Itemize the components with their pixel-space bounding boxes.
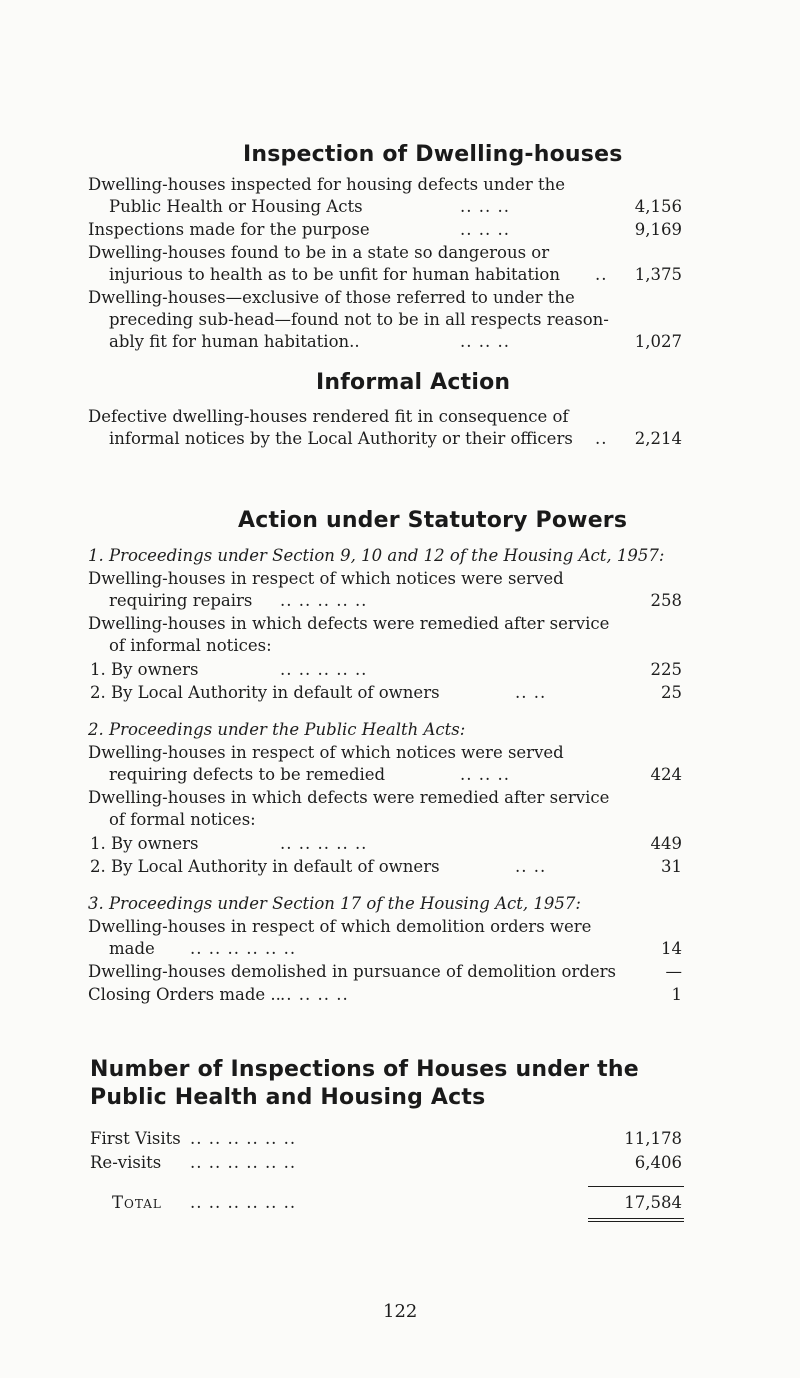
- s1-item2-dots: .. ..: [515, 683, 547, 702]
- page-number: 122: [383, 1301, 418, 1322]
- statutory-section3-heading-text: 3. Proceedings under Section 17 of the Housing Act, 1957:: [88, 894, 581, 913]
- s2-item2-label: 2. By Local Authority in default of owners: [90, 857, 440, 876]
- revisits-dots: .. .. .. .. .. ..: [190, 1153, 297, 1172]
- s2-item2-dots: .. ..: [515, 857, 547, 876]
- revisits-label: Re-visits: [90, 1153, 162, 1172]
- first-visits-label: First Visits: [90, 1129, 181, 1148]
- s1-row1-value: 258: [650, 591, 682, 610]
- first-visits-dots: .. .. .. .. .. ..: [190, 1129, 297, 1148]
- s2-row1-dots: .. .. ..: [460, 765, 510, 784]
- s2-item1-label: 1. By owners: [90, 834, 199, 853]
- s1-item1-value: 225: [650, 660, 682, 679]
- s3-row1-line1: Dwelling-houses in respect of which demolition orders were: [88, 917, 592, 936]
- section-title-statutory: Action under Statutory Powers: [238, 508, 628, 533]
- s3-row2-value: —: [665, 962, 682, 981]
- statutory-section2-heading: [88, 719, 465, 741]
- inspections-count-title-line2: Public Health and Housing Acts: [90, 1085, 486, 1110]
- informal-value: 2,214: [634, 429, 682, 448]
- s3-row1-value: 14: [661, 939, 682, 958]
- statutory-section2-heading-text: 2. Proceedings under the Public Health Acts:: [88, 720, 466, 739]
- inspection-row3-value: 1,375: [634, 265, 682, 284]
- revisits-value: 6,406: [634, 1153, 682, 1172]
- total-value: 17,584: [624, 1193, 682, 1212]
- total-label: Total: [112, 1193, 162, 1212]
- inspection-row3-line1: Dwelling-houses found to be in a state so dangerous or: [88, 243, 550, 262]
- inspection-row1-dots: .. .. ..: [460, 197, 510, 216]
- inspection-row3-line2: injurious to health as to be unfit for human habitation: [109, 265, 560, 284]
- inspection-row4-dots: .. .. ..: [460, 332, 510, 351]
- s1-row2-line2: of informal notices:: [109, 636, 272, 655]
- total-bottom-rule-1: [588, 1218, 684, 1219]
- inspection-row2-line1: Inspections made for the purpose: [88, 220, 370, 239]
- s3-row3-line1: Closing Orders made ..: [88, 985, 281, 1004]
- inspection-row4-line3: ably fit for human habitation..: [109, 332, 360, 351]
- inspection-row2-dots: .. .. ..: [460, 220, 510, 239]
- total-dots: .. .. .. .. .. ..: [190, 1193, 297, 1212]
- inspection-row4-line1: Dwelling-houses—exclusive of those referred to under the: [88, 288, 575, 307]
- informal-line2: informal notices by the Local Authority or their officers: [109, 429, 573, 448]
- informal-line1: Defective dwelling-houses rendered fit in consequence of: [88, 407, 569, 426]
- s1-row2-line1: Dwelling-houses in which defects were remedied after service: [88, 614, 610, 633]
- total-bottom-rule-2: [588, 1221, 684, 1222]
- s1-item1-dots: .. .. .. .. ..: [280, 660, 368, 679]
- inspection-row4-value: 1,027: [634, 332, 682, 351]
- inspection-row1-line2: Public Health or Housing Acts: [109, 197, 363, 216]
- s1-row1-line1: Dwelling-houses in respect of which notices were served: [88, 569, 564, 588]
- section-title-informal: Informal Action: [316, 370, 511, 395]
- s2-row1-line1: Dwelling-houses in respect of which notices were served: [88, 743, 564, 762]
- s3-row2-line1: Dwelling-houses demolished in pursuance of demolition orders: [88, 962, 616, 981]
- first-visits-value: 11,178: [624, 1129, 682, 1148]
- inspection-row3-dots: ..: [595, 265, 608, 284]
- s1-row1-line2: requiring repairs: [109, 591, 253, 610]
- s1-item2-label: 2. By Local Authority in default of owners: [90, 683, 440, 702]
- s1-item2-value: 25: [661, 683, 682, 702]
- s1-row1-dots: .. .. .. .. ..: [280, 591, 368, 610]
- statutory-section1-heading: [88, 545, 664, 567]
- total-top-rule: [588, 1186, 684, 1187]
- inspection-row1-value: 4,156: [634, 197, 682, 216]
- inspection-row1-line1: Dwelling-houses inspected for housing defects under the: [88, 175, 566, 194]
- s2-item1-dots: .. .. .. .. ..: [280, 834, 368, 853]
- s2-row2-line2: of formal notices:: [109, 810, 256, 829]
- s2-item2-value: 31: [661, 857, 682, 876]
- inspections-count-title-line1: Number of Inspections of Houses under the: [90, 1057, 639, 1082]
- s3-row3-dots: .. .. .. ..: [280, 985, 349, 1004]
- section-title-inspections-count: [90, 1056, 639, 1112]
- section-title-inspection: Inspection of Dwelling-houses: [243, 142, 623, 167]
- s3-row3-value: 1: [671, 985, 682, 1004]
- s2-item1-value: 449: [650, 834, 682, 853]
- s2-row2-line1: Dwelling-houses in which defects were remedied after service: [88, 788, 610, 807]
- informal-dots: ..: [595, 429, 608, 448]
- s3-row1-line2: made: [109, 939, 155, 958]
- s2-row1-line2: requiring defects to be remedied: [109, 765, 386, 784]
- s3-row1-dots: .. .. .. .. .. ..: [190, 939, 297, 958]
- s2-row1-value: 424: [650, 765, 682, 784]
- inspection-row4-line2: preceding sub-head—found not to be in all respects reason-: [109, 310, 609, 329]
- inspection-row2-value: 9,169: [634, 220, 682, 239]
- statutory-section3-heading: [88, 893, 581, 915]
- s1-item1-label: 1. By owners: [90, 660, 199, 679]
- statutory-section1-heading-text: 1. Proceedings under Section 9, 10 and 12 of the Housing Act, 1957:: [88, 546, 665, 565]
